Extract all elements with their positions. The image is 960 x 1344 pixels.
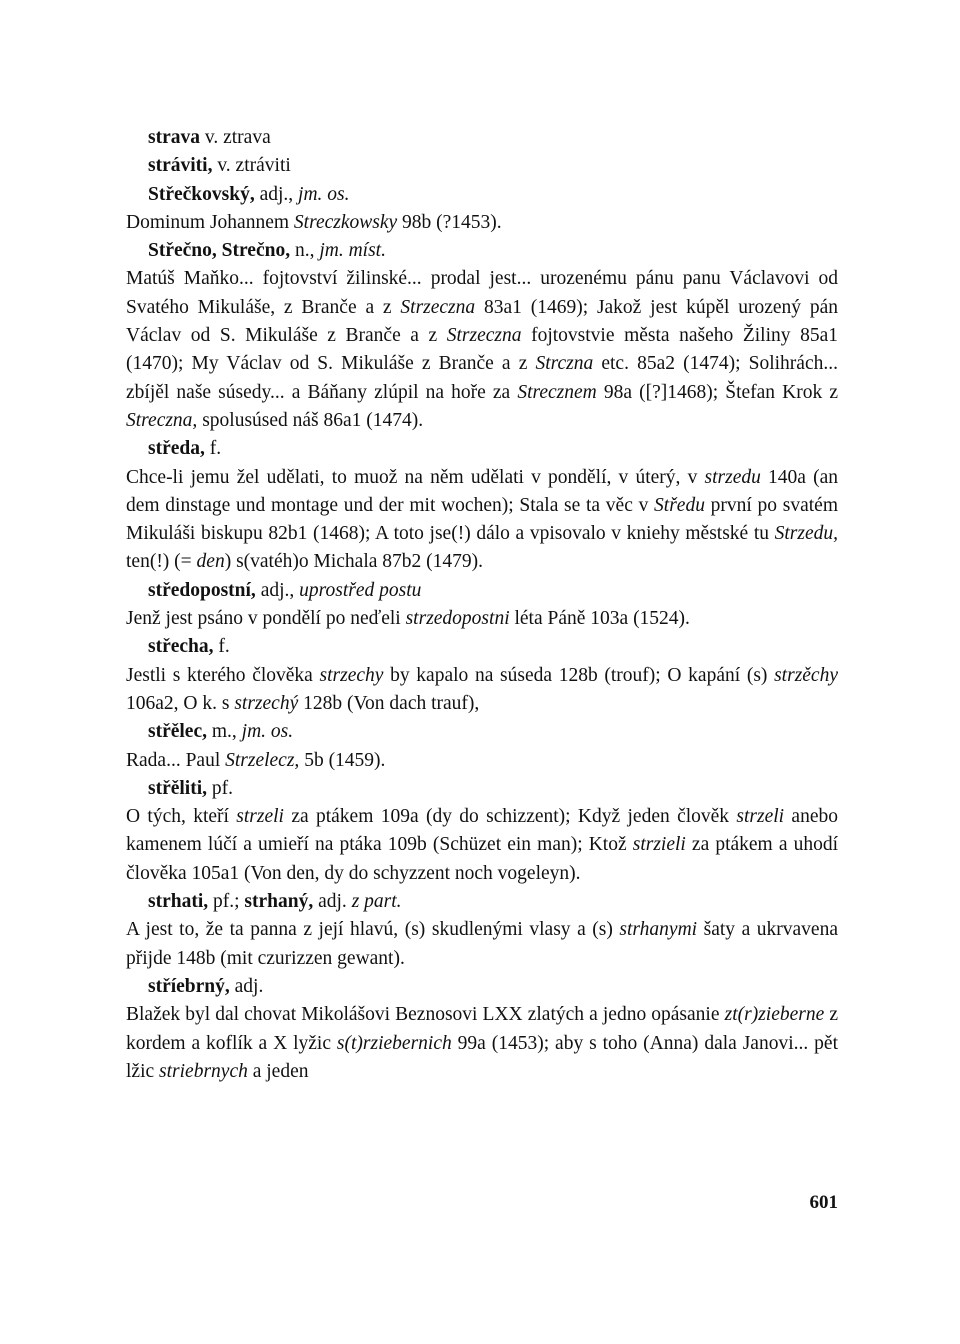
cited-form: Streczna, <box>126 409 198 431</box>
citation-text: A jest to, že ta panna z její hlavú, (s) skudlenými vlasy a (s) <box>126 919 620 941</box>
entry-citation <box>126 464 838 577</box>
entry-headword-line <box>126 718 838 746</box>
citation-text: 98b (?1453). <box>397 211 502 233</box>
cited-form: strzeli <box>736 806 785 828</box>
dictionary-entry <box>126 888 838 973</box>
cited-form: strzechý <box>234 692 299 714</box>
cited-form: zt(r)zieberne <box>724 1004 825 1026</box>
citation-text: ) s(vatéh)o Michala 87b2 (1479). <box>224 551 484 573</box>
dictionary-entry <box>126 124 838 152</box>
entry-citation <box>126 1001 838 1086</box>
citation-text: by kapalo na súseda 128b (trouf); O kapání (s) <box>383 664 775 686</box>
grammar-note: z part. <box>351 891 402 913</box>
headword: strhati, <box>148 891 209 913</box>
cited-form: Středu <box>654 494 705 516</box>
entry-text: pf.; <box>208 891 245 913</box>
entry-citation <box>126 803 838 888</box>
entry-headword-line <box>126 152 838 180</box>
headword: stříebrný, <box>148 975 230 997</box>
entry-headword-line <box>126 124 838 152</box>
citation-text: Jenž jest psáno v pondělí po neďeli <box>126 608 406 630</box>
cited-form: striebrnych <box>159 1060 248 1082</box>
cited-form: Strecznem <box>517 381 597 403</box>
entry-text: v. ztrava <box>200 127 271 148</box>
entry-citation <box>126 209 838 237</box>
entry-text: f. <box>204 438 222 460</box>
grammar-note: jm. os. <box>298 183 350 205</box>
citation-text: etc. 85a2 (1474); Solihrách... zbíjěl naše súsedy... a Báňany zlúpil na hoře za <box>126 353 838 403</box>
dictionary-entry <box>126 633 838 718</box>
page-number: 601 <box>809 1192 838 1213</box>
citation-text: 106a2, O k. s <box>126 692 235 714</box>
entry-text: adj. <box>313 891 352 913</box>
entry-text: v. ztráviti <box>212 155 291 177</box>
entry-citation <box>126 916 838 973</box>
citation-text: léta Páně 103a (1524). <box>509 608 690 630</box>
headword: střěliti, <box>148 777 208 799</box>
dictionary-entry <box>126 435 838 576</box>
citation-text: první po svatém Mikuláši biskupu 82b1 (1468); A toto jse(!) dálo a vpisovalo v kniehy městské tu <box>126 494 838 545</box>
cited-form: strzedopostni <box>405 608 510 630</box>
citation-text: a jeden <box>247 1060 309 1082</box>
cited-form: strzěchy <box>774 664 838 686</box>
headword: Střečkovský, <box>148 183 255 205</box>
citation-text: Dominum Johannem <box>126 211 294 233</box>
entry-citation <box>126 662 838 719</box>
cited-form: Streczkowsky <box>293 211 398 233</box>
entry-citation <box>126 605 838 633</box>
dictionary-entries <box>126 124 838 1086</box>
citation-text: za ptákem a uhodí člověka 105a1 (Von den, dy do schyzzent noch vogeleyn). <box>126 834 838 884</box>
grammar-note: uprostřed postu <box>299 579 422 601</box>
citation-text: ten(!) (= <box>126 551 197 573</box>
headword: strava <box>148 127 200 148</box>
citation-text: za ptákem 109a (dy do schizzent); Když jeden člověk <box>283 806 737 828</box>
citation-text: spolusúsed náš 86a1 (1474). <box>197 409 424 431</box>
entry-headword-line <box>126 633 838 661</box>
cited-form: strzeli <box>236 806 284 828</box>
citation-text: anebo kamenem lúčí a umieří na ptáka 109b (Schüzet ein man); Ktož <box>126 806 838 856</box>
grammar-note: jm. os. <box>241 721 294 743</box>
citation-text: Rada... Paul <box>126 749 226 771</box>
entry-text: pf. <box>207 777 234 799</box>
headword: Střečno, Strečno, <box>148 240 291 262</box>
cited-form: Strzelecz, <box>225 749 300 771</box>
cited-form: Strzedu, <box>774 523 838 545</box>
cited-form: Strczna <box>535 353 594 375</box>
citation-text: O tých, kteří <box>126 806 237 828</box>
dictionary-entry <box>126 237 838 435</box>
citation-text: šaty a ukrvavena přijde 148b (mit czurizzen gewant). <box>126 919 838 969</box>
entry-text: adj., <box>254 183 299 205</box>
citation-text: 99a (1453); aby s toho (Anna) dala Janovi... pět lžic <box>126 1032 838 1082</box>
entry-citation <box>126 265 838 435</box>
citation-text: 128b (Von dach trauf), <box>298 692 480 714</box>
citation-text: Matúš Maňko... fojtovství žilinské... prodal jest... urozenému pánu panu Václavovi od Svatého Mikuláše, z Branče a z <box>126 268 838 318</box>
entry-text: f. <box>213 636 230 658</box>
headword: středopostní, <box>148 579 256 601</box>
entry-citation <box>126 747 838 775</box>
citation-text: 83a1 (1469); Jakož jest kúpěl urozený pán Václav od S. Mikuláše z Branče a z <box>126 296 838 347</box>
citation-text: Chce-li jemu žel udělati, to muož na něm udělati v pondělí, v úterý, v <box>126 466 705 488</box>
entry-text: adj. <box>229 975 264 997</box>
grammar-note: jm. míst. <box>319 240 386 262</box>
citation-text: Blažek byl dal chovat Mikolášovi Beznosovi LXX zlatých a jedno opásanie <box>126 1004 725 1026</box>
citation-text: 98a ([?]1468); Štefan Krok z <box>596 381 838 403</box>
entry-headword-line <box>126 775 838 803</box>
headword: strhaný, <box>244 891 314 913</box>
headword: středa, <box>148 438 205 460</box>
cited-form: Strzeczna <box>400 296 476 318</box>
headword: střecha, <box>148 636 214 658</box>
citation-text: 5b (1459). <box>299 749 386 771</box>
dictionary-entry <box>126 577 838 634</box>
dictionary-entry <box>126 775 838 888</box>
entry-headword-line <box>126 237 838 265</box>
cited-form: den <box>196 551 225 573</box>
cited-form: s(t)rziebernich <box>336 1032 452 1054</box>
entry-text: m., <box>207 721 242 743</box>
cited-form: strzechy <box>319 664 384 686</box>
dictionary-entry <box>126 152 838 180</box>
entry-text: adj., <box>255 579 300 601</box>
cited-form: strzieli <box>632 834 686 856</box>
entry-headword-line <box>126 973 838 1001</box>
entry-headword-line <box>126 181 838 209</box>
cited-form: strhanymi <box>619 919 698 941</box>
headword: stráviti, <box>148 155 213 177</box>
entry-headword-line <box>126 435 838 463</box>
dictionary-entry <box>126 973 838 1086</box>
entry-text: n., <box>290 240 320 262</box>
entry-headword-line <box>126 577 838 605</box>
citation-text: z kordem a koflík a X lyžic <box>126 1004 839 1054</box>
entry-headword-line <box>126 888 838 916</box>
citation-text: Jestli s kterého člověka <box>126 664 320 686</box>
citation-text: fojtovstvie města našeho Žiliny 85a1 (1470); My Václav od S. Mikuláše z Branče a z <box>126 325 838 375</box>
cited-form: strzedu <box>704 466 761 488</box>
headword: střělec, <box>148 721 207 743</box>
dictionary-entry <box>126 718 838 775</box>
dictionary-entry <box>126 181 838 238</box>
cited-form: Strzeczna <box>446 325 522 347</box>
citation-text: 140a (an dem dinstage und montage und der mit wochen); Stala se ta věc v <box>126 466 839 516</box>
